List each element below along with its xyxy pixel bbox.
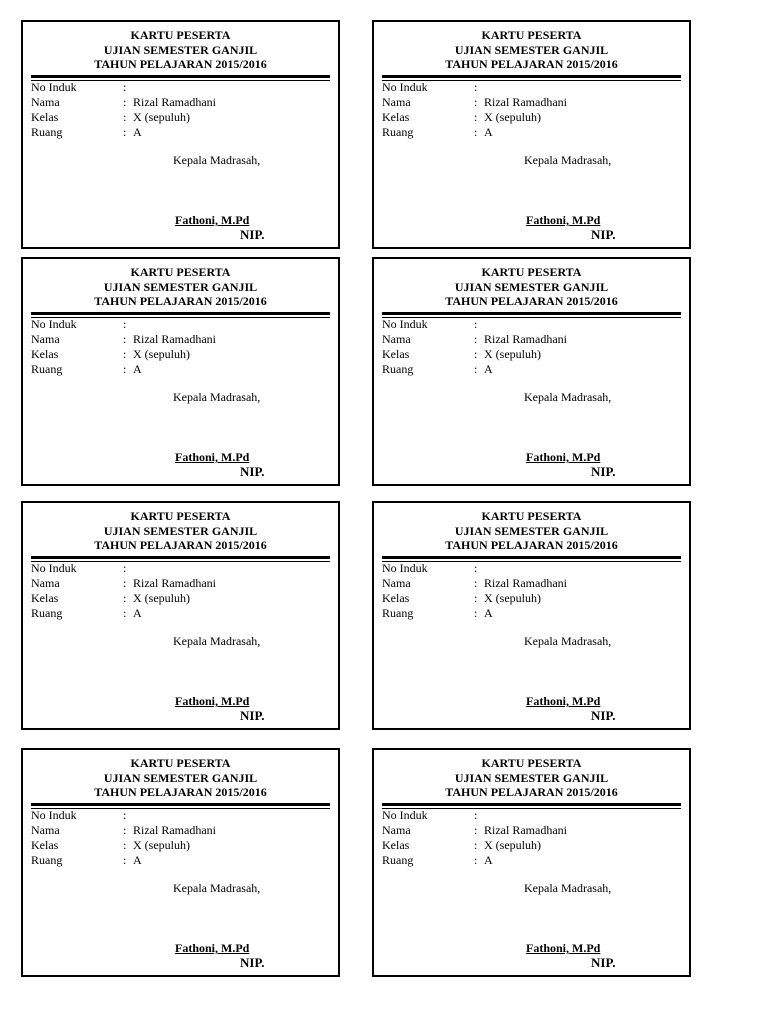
field-colon: : bbox=[474, 808, 478, 822]
card-fields bbox=[31, 80, 216, 140]
field-colon: : bbox=[123, 362, 127, 376]
card-academic-year: TAHUN PELAJARAN 2015/2016 bbox=[445, 538, 618, 552]
card-academic-year: TAHUN PELAJARAN 2015/2016 bbox=[94, 785, 267, 799]
card-title: KARTU PESERTA bbox=[481, 28, 582, 42]
field-value: Rizal Ramadhani bbox=[484, 576, 567, 590]
field-row-ruang bbox=[382, 362, 567, 377]
card-academic-year: TAHUN PELAJARAN 2015/2016 bbox=[445, 785, 618, 799]
card-header bbox=[374, 28, 689, 72]
header-divider-thick bbox=[31, 75, 330, 78]
header-divider-thick bbox=[31, 556, 330, 559]
field-colon: : bbox=[474, 110, 478, 124]
field-row-ruang bbox=[31, 606, 216, 621]
field-label: Kelas bbox=[382, 591, 410, 605]
field-value: Rizal Ramadhani bbox=[133, 576, 216, 590]
card-header bbox=[23, 265, 338, 309]
field-row-kelas bbox=[382, 838, 567, 853]
card-academic-year: TAHUN PELAJARAN 2015/2016 bbox=[94, 538, 267, 552]
field-colon: : bbox=[474, 332, 478, 346]
field-colon: : bbox=[474, 80, 478, 94]
field-row-kelas bbox=[382, 110, 567, 125]
card-header bbox=[374, 509, 689, 553]
field-colon: : bbox=[123, 606, 127, 620]
field-colon: : bbox=[123, 317, 127, 331]
field-row-kelas bbox=[31, 838, 216, 853]
field-row-no-induk bbox=[382, 561, 567, 576]
field-row-kelas bbox=[31, 591, 216, 606]
signature-nip: NIP. bbox=[591, 955, 616, 970]
field-value: X (sepuluh) bbox=[484, 591, 541, 605]
field-label: Nama bbox=[31, 95, 60, 109]
field-colon: : bbox=[474, 125, 478, 139]
field-label: Nama bbox=[382, 95, 411, 109]
field-row-ruang bbox=[31, 125, 216, 140]
signature-title: Kepala Madrasah, bbox=[173, 634, 261, 648]
field-row-kelas bbox=[31, 110, 216, 125]
field-row-nama bbox=[31, 576, 216, 591]
signature-nip: NIP. bbox=[240, 227, 265, 242]
field-value: X (sepuluh) bbox=[484, 110, 541, 124]
field-label: No Induk bbox=[382, 561, 428, 575]
signature-nip: NIP. bbox=[591, 464, 616, 479]
field-label: Nama bbox=[31, 576, 60, 590]
field-label: Ruang bbox=[382, 606, 414, 620]
field-row-kelas bbox=[31, 347, 216, 362]
field-row-no-induk bbox=[31, 808, 216, 823]
field-row-ruang bbox=[382, 606, 567, 621]
field-colon: : bbox=[123, 838, 127, 852]
card-title: KARTU PESERTA bbox=[130, 265, 231, 279]
exam-card bbox=[372, 501, 691, 730]
field-label: Kelas bbox=[31, 838, 59, 852]
field-label: Ruang bbox=[31, 362, 63, 376]
field-value: X (sepuluh) bbox=[484, 347, 541, 361]
field-label: No Induk bbox=[382, 80, 428, 94]
signature-title: Kepala Madrasah, bbox=[524, 634, 612, 648]
signature-title: Kepala Madrasah, bbox=[524, 390, 612, 404]
field-row-no-induk bbox=[31, 80, 216, 95]
field-label: Nama bbox=[382, 576, 411, 590]
field-colon: : bbox=[474, 606, 478, 620]
header-divider-thick bbox=[31, 803, 330, 806]
field-label: No Induk bbox=[382, 317, 428, 331]
field-row-ruang bbox=[31, 853, 216, 868]
card-fields bbox=[382, 808, 567, 868]
field-colon: : bbox=[123, 95, 127, 109]
header-divider-thick bbox=[31, 312, 330, 315]
field-row-kelas bbox=[382, 347, 567, 362]
signature-name: Fathoni, M.Pd bbox=[526, 941, 601, 955]
signature-nip: NIP. bbox=[240, 955, 265, 970]
field-colon: : bbox=[474, 576, 478, 590]
card-title: KARTU PESERTA bbox=[130, 756, 231, 770]
field-row-nama bbox=[31, 823, 216, 838]
signature-name: Fathoni, M.Pd bbox=[175, 694, 250, 708]
card-title: KARTU PESERTA bbox=[481, 265, 582, 279]
header-divider-thick bbox=[382, 803, 681, 806]
card-exam-name: UJIAN SEMESTER GANJIL bbox=[454, 770, 609, 785]
card-header bbox=[23, 756, 338, 800]
signature-nip: NIP. bbox=[240, 464, 265, 479]
field-colon: : bbox=[474, 317, 478, 331]
header-divider-thick bbox=[382, 312, 681, 315]
field-label: Kelas bbox=[382, 110, 410, 124]
card-exam-name: UJIAN SEMESTER GANJIL bbox=[454, 523, 609, 538]
card-fields bbox=[31, 561, 216, 621]
signature-name: Fathoni, M.Pd bbox=[526, 213, 601, 227]
field-row-nama bbox=[382, 95, 567, 110]
card-fields bbox=[382, 80, 567, 140]
card-exam-name: UJIAN SEMESTER GANJIL bbox=[103, 770, 258, 785]
field-colon: : bbox=[123, 332, 127, 346]
field-label: Ruang bbox=[382, 362, 414, 376]
field-label: No Induk bbox=[31, 808, 77, 822]
field-value: A bbox=[133, 606, 142, 620]
field-row-nama bbox=[31, 332, 216, 347]
signature-title: Kepala Madrasah, bbox=[173, 390, 261, 404]
field-value: X (sepuluh) bbox=[133, 110, 190, 124]
card-exam-name: UJIAN SEMESTER GANJIL bbox=[454, 279, 609, 294]
field-colon: : bbox=[474, 347, 478, 361]
card-title: KARTU PESERTA bbox=[481, 756, 582, 770]
field-colon: : bbox=[123, 853, 127, 867]
field-value: Rizal Ramadhani bbox=[133, 332, 216, 346]
card-academic-year: TAHUN PELAJARAN 2015/2016 bbox=[445, 294, 618, 308]
field-value: A bbox=[133, 362, 142, 376]
field-label: No Induk bbox=[31, 80, 77, 94]
signature-nip: NIP. bbox=[240, 708, 265, 723]
field-value: A bbox=[133, 125, 142, 139]
card-fields bbox=[31, 317, 216, 377]
field-value: Rizal Ramadhani bbox=[133, 823, 216, 837]
signature-name: Fathoni, M.Pd bbox=[526, 694, 601, 708]
card-academic-year: TAHUN PELAJARAN 2015/2016 bbox=[445, 57, 618, 71]
card-academic-year: TAHUN PELAJARAN 2015/2016 bbox=[94, 57, 267, 71]
field-label: No Induk bbox=[382, 808, 428, 822]
field-label: No Induk bbox=[31, 561, 77, 575]
card-header bbox=[23, 28, 338, 72]
card-fields bbox=[382, 561, 567, 621]
signature-name: Fathoni, M.Pd bbox=[175, 941, 250, 955]
field-colon: : bbox=[474, 853, 478, 867]
field-label: Nama bbox=[382, 332, 411, 346]
field-label: Ruang bbox=[382, 125, 414, 139]
signature-title: Kepala Madrasah, bbox=[524, 153, 612, 167]
card-academic-year: TAHUN PELAJARAN 2015/2016 bbox=[94, 294, 267, 308]
field-row-no-induk bbox=[382, 808, 567, 823]
field-label: Nama bbox=[31, 823, 60, 837]
card-header bbox=[374, 756, 689, 800]
field-row-no-induk bbox=[31, 561, 216, 576]
signature-title: Kepala Madrasah, bbox=[524, 881, 612, 895]
signature-name: Fathoni, M.Pd bbox=[175, 213, 250, 227]
field-value: Rizal Ramadhani bbox=[133, 95, 216, 109]
card-exam-name: UJIAN SEMESTER GANJIL bbox=[103, 523, 258, 538]
field-label: Kelas bbox=[382, 838, 410, 852]
field-value: A bbox=[133, 853, 142, 867]
field-row-nama bbox=[31, 95, 216, 110]
field-value: X (sepuluh) bbox=[133, 347, 190, 361]
field-colon: : bbox=[474, 823, 478, 837]
field-row-kelas bbox=[382, 591, 567, 606]
exam-card bbox=[372, 20, 691, 249]
field-label: Kelas bbox=[382, 347, 410, 361]
field-colon: : bbox=[123, 347, 127, 361]
exam-card bbox=[21, 257, 340, 486]
field-colon: : bbox=[474, 95, 478, 109]
field-row-ruang bbox=[31, 362, 216, 377]
field-colon: : bbox=[123, 808, 127, 822]
field-row-no-induk bbox=[382, 80, 567, 95]
field-row-ruang bbox=[382, 853, 567, 868]
exam-card bbox=[21, 20, 340, 249]
header-divider-thick bbox=[382, 556, 681, 559]
field-colon: : bbox=[123, 591, 127, 605]
field-row-no-induk bbox=[31, 317, 216, 332]
header-divider-thick bbox=[382, 75, 681, 78]
field-row-no-induk bbox=[382, 317, 567, 332]
card-title: KARTU PESERTA bbox=[130, 28, 231, 42]
signature-title: Kepala Madrasah, bbox=[173, 153, 261, 167]
signature-nip: NIP. bbox=[591, 227, 616, 242]
field-colon: : bbox=[123, 576, 127, 590]
field-row-nama bbox=[382, 576, 567, 591]
field-colon: : bbox=[474, 591, 478, 605]
signature-name: Fathoni, M.Pd bbox=[175, 450, 250, 464]
field-label: Ruang bbox=[31, 606, 63, 620]
card-exam-name: UJIAN SEMESTER GANJIL bbox=[103, 42, 258, 57]
field-label: Ruang bbox=[382, 853, 414, 867]
field-value: X (sepuluh) bbox=[133, 838, 190, 852]
field-label: Kelas bbox=[31, 347, 59, 361]
field-label: Nama bbox=[31, 332, 60, 346]
field-value: Rizal Ramadhani bbox=[484, 823, 567, 837]
field-label: Nama bbox=[382, 823, 411, 837]
field-colon: : bbox=[123, 110, 127, 124]
field-value: A bbox=[484, 125, 493, 139]
exam-card bbox=[372, 257, 691, 486]
field-value: Rizal Ramadhani bbox=[484, 95, 567, 109]
field-label: Ruang bbox=[31, 125, 63, 139]
field-value: X (sepuluh) bbox=[133, 591, 190, 605]
field-colon: : bbox=[123, 823, 127, 837]
exam-card bbox=[21, 748, 340, 977]
field-label: No Induk bbox=[31, 317, 77, 331]
signature-nip: NIP. bbox=[591, 708, 616, 723]
field-value: Rizal Ramadhani bbox=[484, 332, 567, 346]
card-fields bbox=[382, 317, 567, 377]
field-row-ruang bbox=[382, 125, 567, 140]
field-label: Kelas bbox=[31, 591, 59, 605]
field-colon: : bbox=[474, 838, 478, 852]
field-value: A bbox=[484, 853, 493, 867]
signature-title: Kepala Madrasah, bbox=[173, 881, 261, 895]
field-colon: : bbox=[474, 561, 478, 575]
card-title: KARTU PESERTA bbox=[130, 509, 231, 523]
field-colon: : bbox=[123, 561, 127, 575]
field-row-nama bbox=[382, 332, 567, 347]
card-header bbox=[374, 265, 689, 309]
field-value: A bbox=[484, 606, 493, 620]
field-value: X (sepuluh) bbox=[484, 838, 541, 852]
field-label: Ruang bbox=[31, 853, 63, 867]
field-colon: : bbox=[123, 125, 127, 139]
exam-card bbox=[21, 501, 340, 730]
field-row-nama bbox=[382, 823, 567, 838]
card-title: KARTU PESERTA bbox=[481, 509, 582, 523]
card-header bbox=[23, 509, 338, 553]
field-label: Kelas bbox=[31, 110, 59, 124]
card-fields bbox=[31, 808, 216, 868]
field-colon: : bbox=[474, 362, 478, 376]
field-colon: : bbox=[123, 80, 127, 94]
card-exam-name: UJIAN SEMESTER GANJIL bbox=[103, 279, 258, 294]
field-value: A bbox=[484, 362, 493, 376]
signature-name: Fathoni, M.Pd bbox=[526, 450, 601, 464]
exam-card bbox=[372, 748, 691, 977]
card-exam-name: UJIAN SEMESTER GANJIL bbox=[454, 42, 609, 57]
